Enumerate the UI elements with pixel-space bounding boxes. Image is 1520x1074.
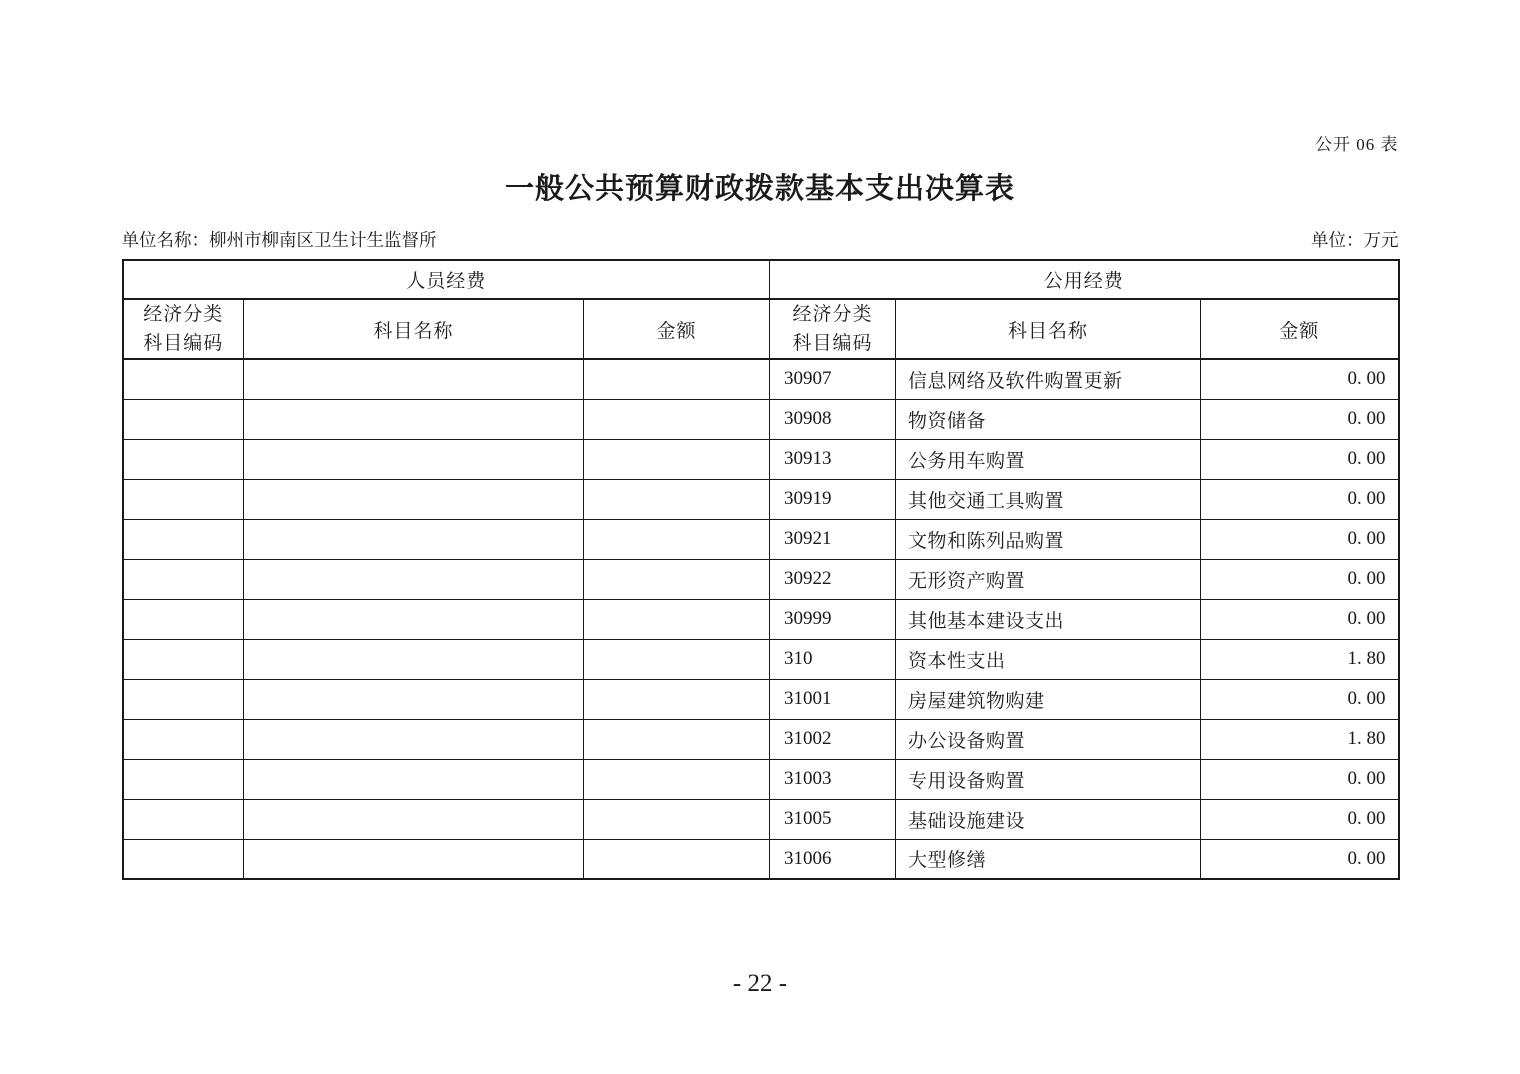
right-name-column-header: 科目名称: [896, 299, 1201, 359]
left-name-column-header: 科目名称: [244, 299, 584, 359]
personnel-amount-cell: [584, 719, 770, 759]
public-funds-group-header: 公用经费: [770, 260, 1399, 299]
code-header-line2: 科目编码: [792, 333, 873, 354]
personnel-name-cell: [244, 479, 584, 519]
personnel-amount-cell: [584, 599, 770, 639]
personnel-amount-cell: [584, 639, 770, 679]
public-amount-cell: 0. 00: [1201, 839, 1399, 879]
public-amount-cell: 0. 00: [1201, 799, 1399, 839]
public-code-cell: 310: [770, 639, 896, 679]
table-row: [123, 839, 1399, 879]
personnel-name-cell: [244, 559, 584, 599]
code-header-line2: 科目编码: [143, 333, 224, 354]
table-row: [123, 719, 1399, 759]
personnel-code-cell: [123, 679, 244, 719]
table-row: [123, 439, 1399, 479]
page-title: 一般公共预算财政拨款基本支出决算表: [504, 173, 1015, 205]
personnel-code-cell: [123, 839, 244, 879]
personnel-name-cell: [244, 439, 584, 479]
personnel-amount-cell: [584, 359, 770, 399]
personnel-amount-cell: [584, 679, 770, 719]
personnel-code-cell: [123, 559, 244, 599]
unit-name-label: 单位名称：柳州市柳南区卫生计生监督所: [121, 230, 437, 250]
personnel-name-cell: [244, 519, 584, 559]
personnel-amount-cell: [584, 399, 770, 439]
document-content: [122, 0, 1399, 1000]
personnel-amount-cell: [584, 479, 770, 519]
table-row: [123, 639, 1399, 679]
public-amount-cell: 0. 00: [1201, 359, 1399, 399]
table-row: [123, 759, 1399, 799]
public-code-cell: 31001: [770, 679, 896, 719]
public-amount-cell: 0. 00: [1201, 479, 1399, 519]
public-name-cell: 办公设备购置: [896, 719, 1201, 759]
personnel-code-cell: [123, 799, 244, 839]
public-amount-cell: 1. 80: [1201, 719, 1399, 759]
table-row: [123, 359, 1399, 399]
table-row: [123, 679, 1399, 719]
personnel-name-cell: [244, 359, 584, 399]
public-name-cell: 无形资产购置: [896, 559, 1201, 599]
personnel-amount-cell: [584, 839, 770, 879]
public-amount-cell: 0. 00: [1201, 599, 1399, 639]
public-name-cell: 房屋建筑物购建: [896, 679, 1201, 719]
column-header-row: [123, 299, 1399, 359]
personnel-name-cell: [244, 719, 584, 759]
public-code-cell: 30999: [770, 599, 896, 639]
personnel-name-cell: [244, 759, 584, 799]
public-name-cell: 物资储备: [896, 399, 1201, 439]
public-amount-cell: 0. 00: [1201, 519, 1399, 559]
public-amount-cell: 0. 00: [1201, 399, 1399, 439]
table-body: [123, 359, 1399, 879]
public-code-cell: 31006: [770, 839, 896, 879]
personnel-amount-cell: [584, 519, 770, 559]
personnel-name-cell: [244, 639, 584, 679]
right-amount-column-header: 金额: [1201, 299, 1399, 359]
public-amount-cell: 0. 00: [1201, 679, 1399, 719]
personnel-code-cell: [123, 399, 244, 439]
personnel-amount-cell: [584, 799, 770, 839]
sheet-label: 公开 06 表: [1315, 135, 1399, 154]
public-name-cell: 其他基本建设支出: [896, 599, 1201, 639]
personnel-amount-cell: [584, 759, 770, 799]
personnel-name-cell: [244, 839, 584, 879]
public-name-cell: 公务用车购置: [896, 439, 1201, 479]
public-code-cell: 30913: [770, 439, 896, 479]
public-code-cell: 31002: [770, 719, 896, 759]
personnel-amount-cell: [584, 559, 770, 599]
code-header-line1: 经济分类: [792, 304, 873, 325]
public-code-cell: 30921: [770, 519, 896, 559]
public-name-cell: 信息网络及软件购置更新: [896, 359, 1201, 399]
public-amount-cell: 1. 80: [1201, 639, 1399, 679]
public-code-cell: 30919: [770, 479, 896, 519]
table-row: [123, 399, 1399, 439]
personnel-code-cell: [123, 759, 244, 799]
left-code-column-header: [123, 299, 244, 359]
public-name-cell: 专用设备购置: [896, 759, 1201, 799]
public-name-cell: 大型修缮: [896, 839, 1201, 879]
public-amount-cell: 0. 00: [1201, 559, 1399, 599]
public-code-cell: 30922: [770, 559, 896, 599]
personnel-code-cell: [123, 599, 244, 639]
table-row: [123, 799, 1399, 839]
unit-of-measure-label: 单位：万元: [1311, 230, 1399, 250]
public-code-cell: 31003: [770, 759, 896, 799]
public-amount-cell: 0. 00: [1201, 439, 1399, 479]
table-header: [123, 260, 1399, 359]
right-code-column-header: [770, 299, 896, 359]
meta-row: [122, 228, 1399, 252]
public-code-cell: 30908: [770, 399, 896, 439]
personnel-code-cell: [123, 719, 244, 759]
personnel-name-cell: [244, 399, 584, 439]
personnel-code-cell: [123, 519, 244, 559]
table-row: [123, 599, 1399, 639]
public-name-cell: 基础设施建设: [896, 799, 1201, 839]
personnel-amount-cell: [584, 439, 770, 479]
code-header-line1: 经济分类: [143, 304, 224, 325]
personnel-code-cell: [123, 479, 244, 519]
public-name-cell: 资本性支出: [896, 639, 1201, 679]
public-amount-cell: 0. 00: [1201, 759, 1399, 799]
public-code-cell: 30907: [770, 359, 896, 399]
personnel-name-cell: [244, 679, 584, 719]
public-name-cell: 文物和陈列品购置: [896, 519, 1201, 559]
left-amount-column-header: 金额: [584, 299, 770, 359]
personnel-name-cell: [244, 799, 584, 839]
public-code-cell: 31005: [770, 799, 896, 839]
public-name-cell: 其他交通工具购置: [896, 479, 1201, 519]
personnel-code-cell: [123, 439, 244, 479]
table-row: [123, 519, 1399, 559]
personnel-code-cell: [123, 639, 244, 679]
group-header-row: [123, 260, 1399, 299]
table-row: [123, 479, 1399, 519]
personnel-code-cell: [123, 359, 244, 399]
personnel-name-cell: [244, 599, 584, 639]
budget-table: [122, 259, 1400, 880]
page-number: - 22 -: [732, 970, 788, 997]
personnel-funds-group-header: 人员经费: [123, 260, 770, 299]
table-row: [123, 559, 1399, 599]
